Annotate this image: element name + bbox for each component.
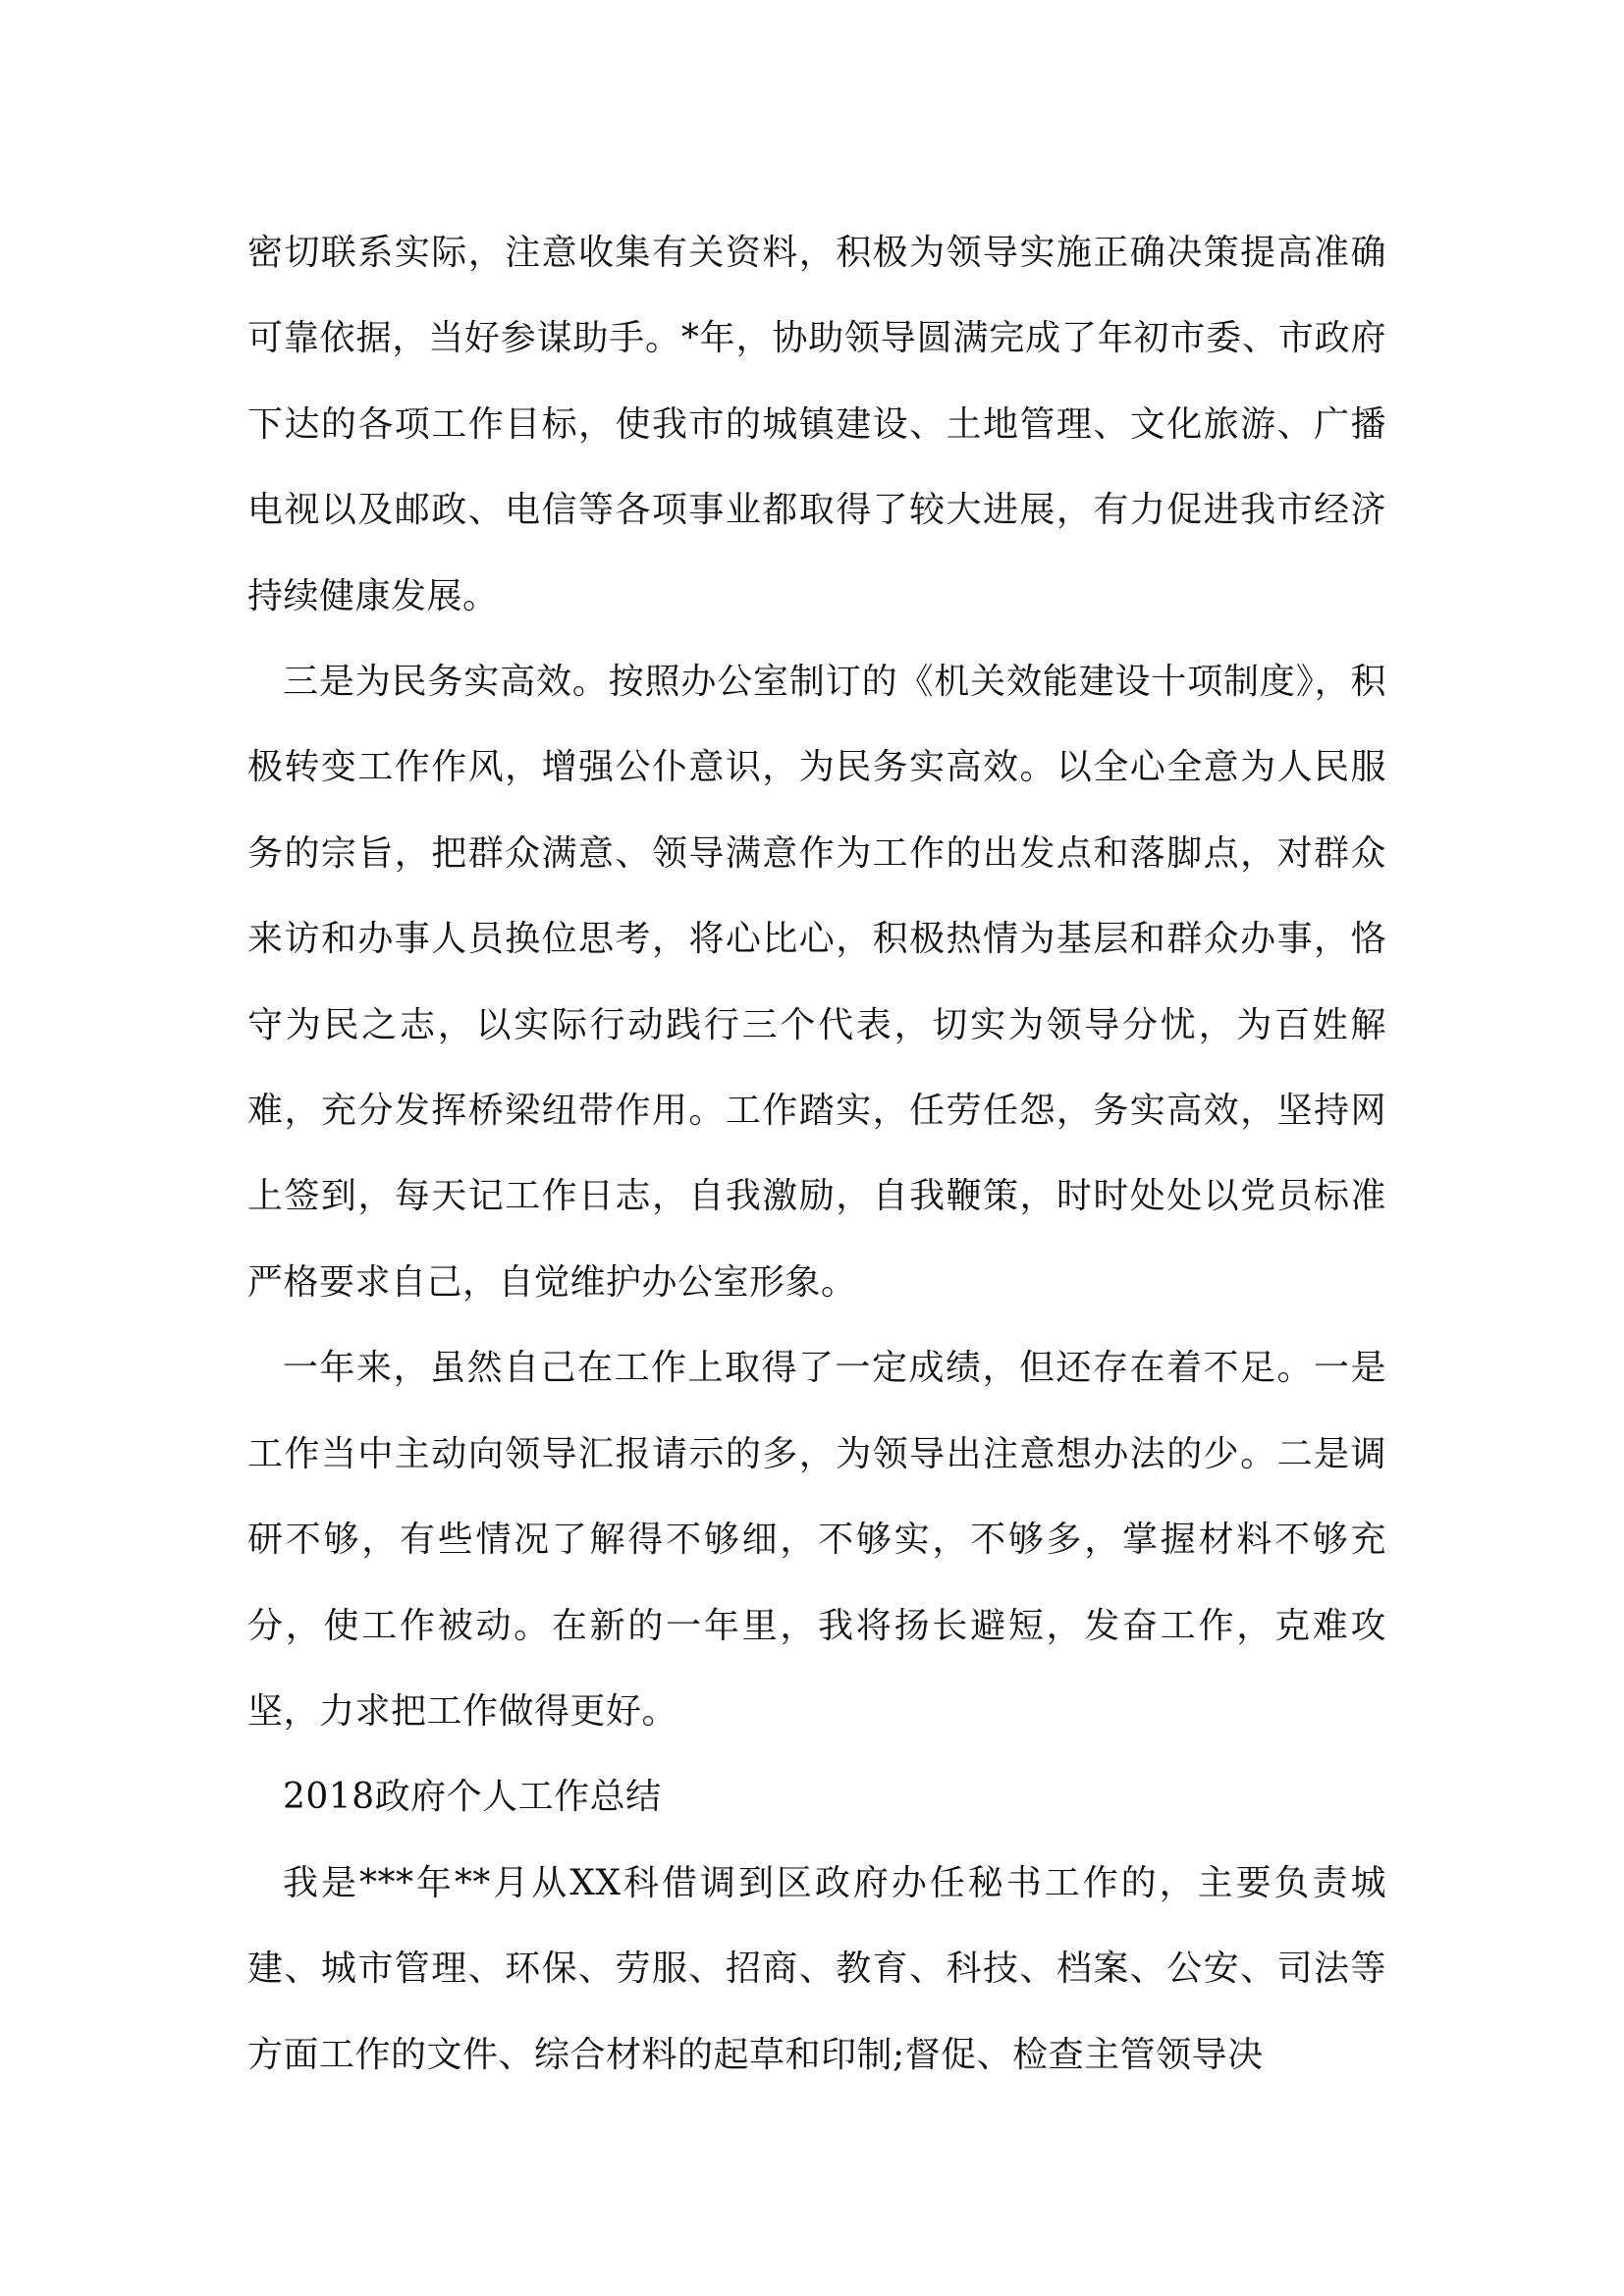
paragraph-service-efficiency: 三是为民务实高效。按照办公室制订的《机关效能建设十项制度》，积极转变工作作风，增强公仆意识，为民务实高效。以全心全意为人民服务的宗旨，把群众满意、领导满意作为工作的出发点和落脚点，对群众来访和办事人员换位思考，将心比心，积极热情为基层和群众办事，恪守为民之志，以实际行动践行三个代表，切实为领导分忧，为百姓解难，充分发挥桥梁纽带作用。工作踏实，任劳任怨，务实高效，坚持网上签到，每天记工作日志，自我激励，自我鞭策，时时处处以党员标准严格要求自己，自觉维护办公室形象。 xyxy=(247,662,1386,1303)
section-heading: 2018政府个人工作总结 xyxy=(283,1777,662,1818)
paragraph-shortcomings: 一年来，虽然自己在工作上取得了一定成绩，但还存在着不足。一是工作当中主动向领导汇报请示的多，为领导出注意想办法的少。二是调研不够，有些情况了解得不够细，不够实，不够多，掌握材料不够充分，使工作被动。在新的一年里，我将扬长避短，发奋工作，克难攻坚，力求把工作做得更好。 xyxy=(247,1348,1386,1732)
paragraph-introduction: 我是***年**月从XX科借调到区政府办任秘书工作的，主要负责城建、城市管理、环保、劳服、招商、教育、科技、档案、公安、司法等方面工作的文件、综合材料的起草和印制;督促、检查主管领导决 xyxy=(247,1862,1386,2075)
document-body xyxy=(247,210,1386,2098)
paragraph-continuation: 密切联系实际，注意收集有关资料，积极为领导实施正确决策提高准确可靠依据，当好参谋助手。*年，协助领导圆满完成了年初市委、市政府下达的各项工作目标，使我市的城镇建设、土地管理、文化旅游、广播电视以及邮政、电信等各项事业都取得了较大进展，有力促进我市经济持续健康发展。 xyxy=(247,233,1386,616)
